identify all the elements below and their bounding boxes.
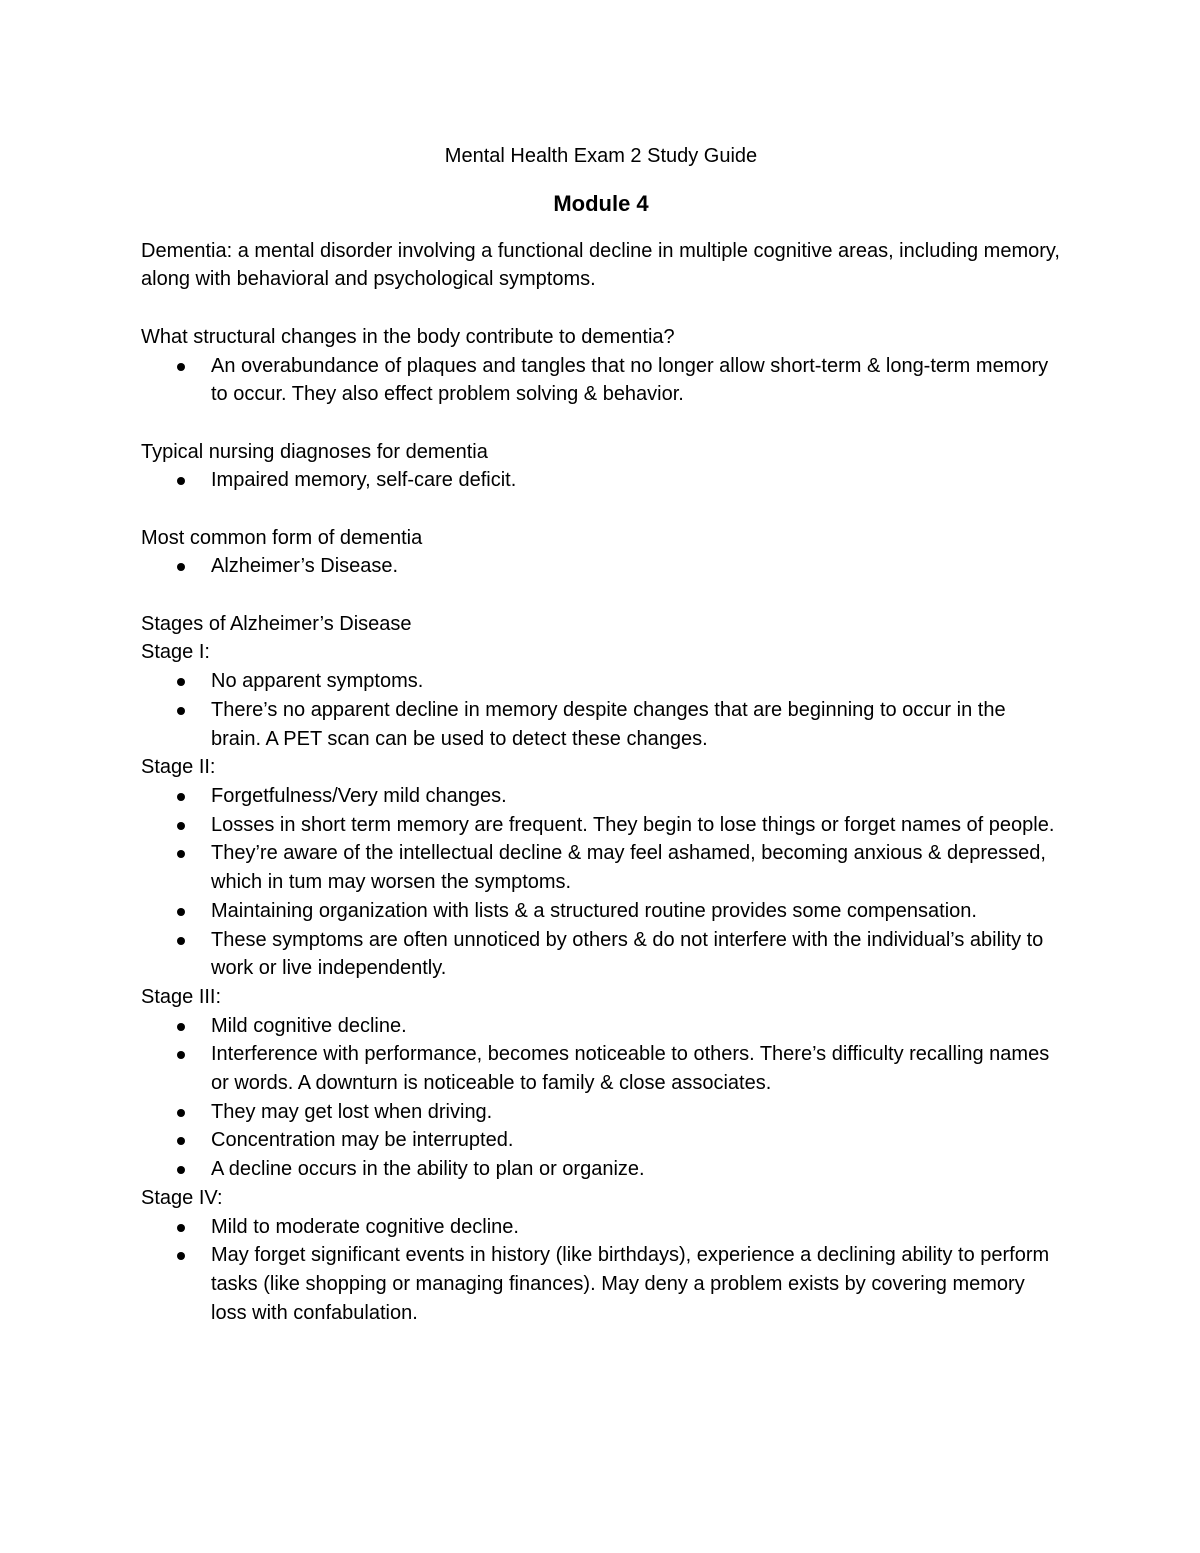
stage-label: Stage II: (141, 756, 216, 779)
bullet-text: Alzheimer’s Disease. (211, 555, 399, 578)
bullet-text: No apparent symptoms. (211, 670, 424, 693)
spacer (141, 581, 1061, 610)
bullet-icon (177, 1109, 185, 1117)
bullet-item (141, 552, 1061, 581)
bullet-icon (177, 793, 185, 801)
bullet-text: Losses in short term memory are frequent. They begin to lose things or forget names of people. (211, 813, 1055, 836)
stage-label: Stage I: (141, 641, 210, 664)
bullet-item (141, 1098, 1061, 1127)
bullet-icon (177, 1137, 185, 1145)
bullet-item (141, 1040, 1061, 1097)
bullet-icon (177, 908, 185, 916)
bullet-list (141, 1012, 1061, 1184)
bullet-text: Maintaining organization with lists & a structured routine provides some compensation. (211, 899, 977, 922)
bullet-text: An overabundance of plaques and tangles that no longer allow short-term & long-term memory to occur. They also effect problem solving & behavior. (211, 354, 1049, 406)
spacer (141, 220, 1061, 237)
bullet-icon (177, 1166, 185, 1174)
section-question: Typical nursing diagnoses for dementia (141, 440, 488, 463)
bullet-item (141, 839, 1061, 896)
section-question: What structural changes in the body contribute to dementia? (141, 325, 675, 348)
bullet-item (141, 782, 1061, 811)
bullet-item (141, 466, 1061, 495)
bullet-item (141, 696, 1061, 753)
bullet-text: These symptoms are often unnoticed by others & do not interfere with the individual’s ability to work or live independently. (211, 928, 1044, 980)
bullet-text: They may get lost when driving. (211, 1100, 493, 1123)
bullet-icon (177, 822, 185, 830)
bullet-text: Impaired memory, self-care deficit. (211, 469, 517, 492)
bullet-icon (177, 477, 185, 485)
document-title: Mental Health Exam 2 Study Guide (444, 145, 758, 167)
spacer (141, 409, 1061, 438)
document-body (141, 142, 1061, 1327)
dementia-definition: Dementia: a mental disorder involving a functional decline in multiple cognitive areas, including memory, along with behavioral and psychological symptoms. (141, 239, 1060, 291)
bullet-text: There’s no apparent decline in memory despite changes that are beginning to occur in the brain. A PET scan can be used to detect these changes. (211, 698, 1006, 750)
bullet-icon (177, 1051, 185, 1059)
bullet-list (141, 782, 1061, 983)
bullet-text: Forgetfulness/Very mild changes. (211, 785, 507, 807)
bullet-item (141, 1155, 1061, 1184)
bullet-list (141, 667, 1061, 753)
bullet-text: Concentration may be interrupted. (211, 1129, 514, 1152)
bullet-text: Interference with performance, becomes noticeable to others. There’s difficulty recalling names or words. A downturn is noticeable to family & close associates. (211, 1043, 1050, 1095)
bullet-icon (177, 1252, 185, 1260)
bullet-item (141, 1012, 1061, 1041)
bullet-icon (177, 937, 185, 945)
module-heading: Module 4 (553, 190, 649, 216)
bullet-item (141, 1126, 1061, 1155)
bullet-item (141, 352, 1061, 409)
stages-heading: Stages of Alzheimer’s Disease (141, 612, 412, 635)
section-question: Most common form of dementia (141, 526, 423, 549)
bullet-item (141, 1241, 1061, 1327)
bullet-icon (177, 1023, 185, 1031)
bullet-list (141, 352, 1061, 409)
bullet-text: Mild to moderate cognitive decline. (211, 1215, 519, 1238)
bullet-icon (177, 707, 185, 715)
bullet-icon (177, 1224, 185, 1232)
bullet-text: Mild cognitive decline. (211, 1014, 407, 1037)
bullet-icon (177, 678, 185, 686)
bullet-icon (177, 563, 185, 571)
spacer (141, 294, 1061, 323)
bullet-text: A decline occurs in the ability to plan or organize. (211, 1158, 645, 1181)
bullet-icon (177, 850, 185, 858)
bullet-icon (177, 363, 185, 371)
bullet-list (141, 1213, 1061, 1328)
bullet-item (141, 1213, 1061, 1242)
bullet-item (141, 667, 1061, 696)
bullet-text: They’re aware of the intellectual decline & may feel ashamed, becoming anxious & depressed, which in tum may worsen the symptoms. (211, 842, 1046, 894)
bullet-item (141, 926, 1061, 983)
bullet-list (141, 466, 1061, 495)
spacer (141, 495, 1061, 524)
bullet-list (141, 552, 1061, 581)
stage-label: Stage IV: (141, 1186, 223, 1209)
stage-label: Stage III: (141, 985, 222, 1008)
bullet-text: May forget significant events in history (like birthdays), experience a declining ability to perform tasks (like shopping or managing finances). May deny a problem exists by covering memory loss with confabulation. (211, 1244, 1050, 1324)
bullet-item (141, 811, 1061, 840)
bullet-item (141, 897, 1061, 926)
